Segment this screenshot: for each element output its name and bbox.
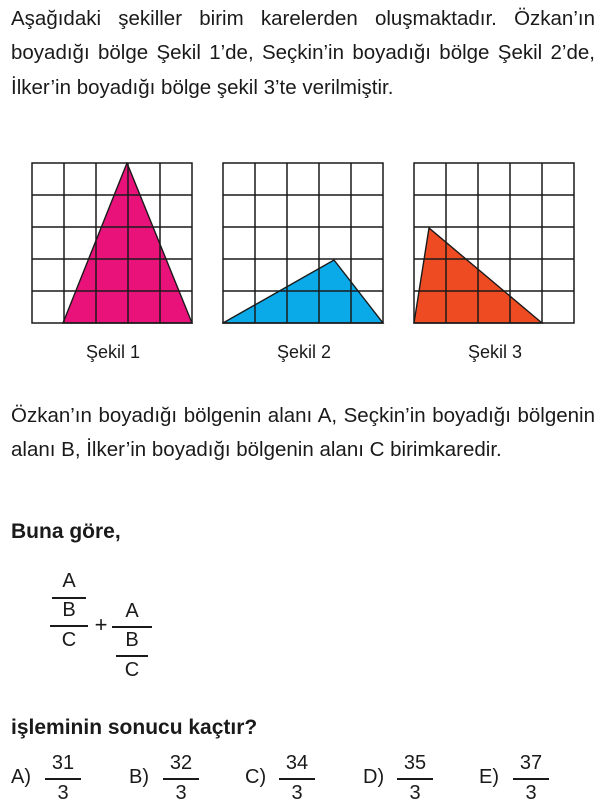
option-numerator: 34 bbox=[285, 752, 309, 774]
right-inner-bar bbox=[116, 655, 148, 657]
figure-1-triangle bbox=[31, 162, 194, 325]
option-denominator: 3 bbox=[291, 782, 303, 804]
buna-gore: Buna göre, bbox=[11, 520, 121, 543]
fraction-bar bbox=[279, 778, 315, 780]
option-letter: C) bbox=[245, 766, 267, 788]
option-letter: B) bbox=[129, 766, 149, 788]
figure-2-triangle bbox=[222, 162, 385, 325]
figure-3-triangle bbox=[413, 162, 576, 325]
option-letter: E) bbox=[479, 766, 499, 788]
left-top-a: A bbox=[62, 570, 76, 592]
option-letter: A) bbox=[11, 766, 31, 788]
option-numerator: 31 bbox=[51, 752, 75, 774]
left-bottom-c: C bbox=[61, 629, 77, 651]
option-letter: D) bbox=[363, 766, 385, 788]
right-main-bar bbox=[112, 626, 152, 628]
figure-2-caption: Şekil 2 bbox=[276, 342, 332, 362]
plus-sign: + bbox=[94, 612, 108, 637]
intro-paragraph: Aşağıdaki şekiller birim karelerden oluşmaktadır. Özkan’ın boyadığı bölge Şekil 1’de, Seçkin’in boyadığı bölge Şekil 2’de, İlker’in boyadığı bölge şekil 3’te verilmiştir. bbox=[11, 7, 595, 99]
fraction-bar bbox=[45, 778, 81, 780]
fraction-bar bbox=[163, 778, 199, 780]
option-numerator: 35 bbox=[403, 752, 427, 774]
fraction-bar bbox=[397, 778, 433, 780]
option-numerator: 37 bbox=[519, 752, 543, 774]
figure-1-caption: Şekil 1 bbox=[85, 342, 141, 362]
description-paragraph: Özkan’ın boyadığı bölgenin alanı A, Seçkin’in boyadığı bölgenin alanı B, İlker’in boyadığı bölgenin alanı C birimkaredir. bbox=[11, 404, 595, 462]
right-bottom-c: C bbox=[124, 659, 140, 681]
left-mid-b: B bbox=[62, 599, 76, 621]
option-denominator: 3 bbox=[175, 782, 187, 804]
option-denominator: 3 bbox=[525, 782, 537, 804]
figure-3-caption: Şekil 3 bbox=[467, 342, 523, 362]
fraction-bar bbox=[513, 778, 549, 780]
option-numerator: 32 bbox=[169, 752, 193, 774]
option-denominator: 3 bbox=[409, 782, 421, 804]
right-mid-b: B bbox=[125, 629, 139, 651]
question-text: işleminin sonucu kaçtır? bbox=[11, 716, 258, 739]
option-denominator: 3 bbox=[57, 782, 69, 804]
left-main-bar bbox=[50, 625, 88, 627]
right-top-a: A bbox=[125, 600, 139, 622]
